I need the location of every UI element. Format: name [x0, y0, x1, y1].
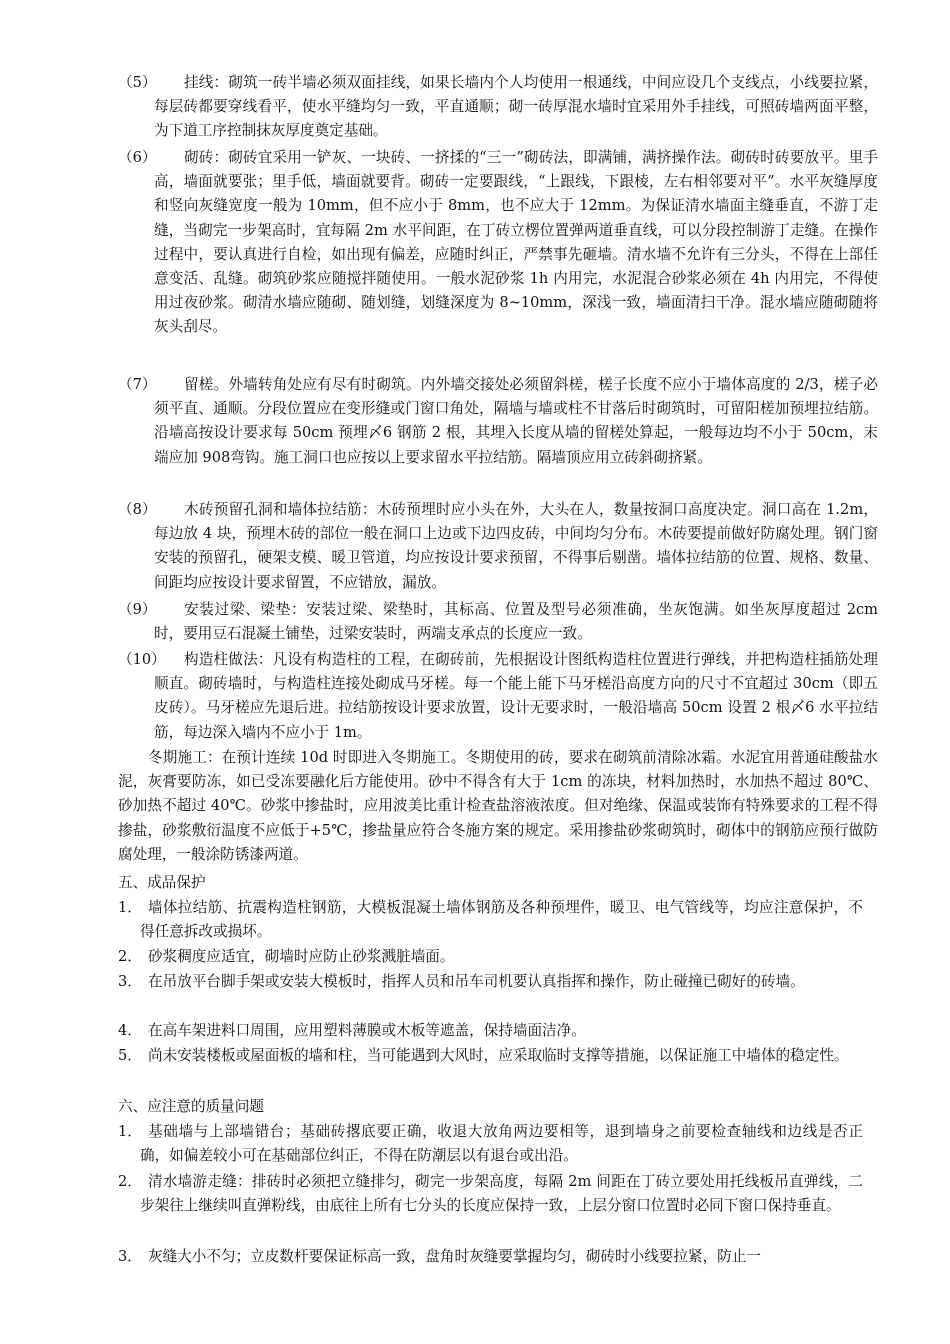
section-5-item-5 [118, 1044, 863, 1068]
winter-construction-paragraph: 冬期施工：在预计连续 10d 时即进入冬期施工。冬期使用的砖，要求在砌筑前清除冰霜。水泥宜用普通硅酸盐水泥，灰膏要防冻，如已受冻要融化后方能使用。砂中不得含有大于 1cm 的冻块，材料加热时，水加热不超过 80℃、砂加热不超过 40℃。砂浆中掺盐时，应用波美比重计检查盐溶液浓度。但对绝缘、保温或装饰有特殊要求的工程不得掺盐，砂浆敷衍温度不应低于+5℃，掺盐量应符合冬施方案的规定。采用掺盐砂浆砌筑时，砌体中的钢筋应预行做防腐处理，一般涂防锈漆两道。 [118, 749, 878, 863]
item-number: 1． [118, 1123, 142, 1140]
item-text: 构造柱做法：凡设有构造柱的工程，在砌砖前，先根据设计图纸构造柱位置进行弹线，并把构造柱插筋处理顺直。砌砖墙时，与构造柱连接处砌成马牙槎。每一个能上能下马牙槎沿高度方向的尺寸不宜超过 30cm（即五皮砖）。马牙槎应先退后进。拉结筋按设计要求放置，设计无要求时，一般沿墙高 50cm 设置 2 根〆6 水平拉结筋，每边深入墙内不应小于 1m。 [154, 651, 878, 741]
item-text: 基础墙与上部墙错台；基础砖撂底要正确，收退大放角两边要相等，退到墙身之前要检查轴线和边线是否正确，如偏差较小可在基础部位纠正，不得在防潮层以有退台或出沿。 [140, 1123, 863, 1165]
item-number: （10） [118, 651, 166, 668]
section-6-item-2 [118, 1170, 863, 1218]
item-text: 留槎。外墙转角处应有尽有时砌筑。内外墙交接处必须留斜槎，槎子长度不应小于墙体高度的 2/3，槎子必须平直、通顺。分段位置应在变形缝或门窗口角处，隔墙与墙或柱不甘落后时砌筑时，可留阳槎加预埋拉结筋。沿墙高按设计要求每 50cm 预埋〆6 钢筋 2 根，其埋入长度从墙的留槎处算起，一般每边均不小于 50cm，末端应加 908弯钩。施工洞口也应按以上要求留水平拉结筋。隔墙顶应用立砖斜砌挤紧。 [154, 376, 878, 466]
section-6-heading: 六、应注意的质量问题 [118, 1098, 264, 1115]
item-7 [118, 373, 878, 470]
section-6-item-3 [118, 1245, 863, 1269]
item-number: 2． [118, 1173, 142, 1190]
section-5-item-4 [118, 1019, 863, 1043]
item-text: 灰缝大小不匀；立皮数杆要保证标高一致，盘角时灰缝要掌握均匀，砌砖时小线要拉紧，防止一 [148, 1248, 761, 1265]
item-number: （8） [118, 501, 157, 518]
item-number: （6） [118, 149, 157, 166]
section-6-item-1 [118, 1120, 863, 1168]
item-text: 墙体拉结筋、抗震构造柱钢筋，大模板混凝土墙体钢筋及各种预埋件，暖卫、电气管线等，均应注意保护，不得任意拆改或损坏。 [140, 899, 863, 941]
item-text: 挂线：砌筑一砖半墙必须双面挂线，如果长墙内个人均使用一根通线，中间应设几个支线点，小线要拉紧，每层砖都要穿线看平，使水平缝均匀一致，平直通顺；砌一砖厚混水墙时宜采用外手挂线，可照砖墙两面平整，为下道工序控制抹灰厚度奠定基础。 [154, 74, 878, 140]
item-number: （9） [118, 601, 157, 618]
item-number: 3． [118, 1248, 142, 1265]
item-number: （5） [118, 74, 157, 91]
item-text: 在吊放平台脚手架或安装大模板时，指挥人员和吊车司机要认真指挥和操作，防止碰撞已砌好的砖墙。 [148, 973, 805, 990]
item-text: 尚未安装楼板或屋面板的墙和柱，当可能遇到大风时，应采取临时支撑等措施，以保证施工中墙体的稳定性。 [148, 1047, 849, 1064]
item-number: 1． [118, 899, 142, 916]
item-text: 木砖预留孔洞和墙体拉结筋：木砖预埋时应小头在外，大头在人，数量按洞口高度决定。洞口高在 1.2m，每边放 4 块，预埋木砖的部位一般在洞口上边或下边四皮砖，中间均匀分布。木砖要提前做好防腐处理。钢门窗安装的预留孔，硬架支模、暖卫管道，均应按设计要求预留，不得事后剔凿。墙体拉结筋的位置、规格、数量、间距均应按设计要求留置，不应错放，漏放。 [154, 501, 878, 591]
item-number: 5． [118, 1047, 142, 1064]
item-number: 3． [118, 973, 142, 990]
item-9 [118, 598, 878, 646]
section-5-item-3 [118, 970, 863, 994]
section-5-item-2 [118, 945, 863, 969]
item-5 [118, 71, 878, 144]
section-5-item-1 [118, 896, 863, 944]
item-6 [118, 146, 878, 340]
item-text: 安装过梁、梁垫：安装过梁、梁垫时，其标高、位置及型号必须准确，坐灰饱满。如坐灰厚度超过 2cm 时，要用豆石混凝土铺垫，过梁安装时，两端支承点的长度应一致。 [154, 601, 878, 643]
section-5-heading: 五、成品保护 [118, 874, 206, 891]
item-text: 砂浆稠度应适宜，砌墙时应防止砂浆溅脏墙面。 [148, 948, 455, 965]
item-text: 在高车架进料口周围，应用塑料薄膜或木板等遮盖，保持墙面洁净。 [148, 1022, 586, 1039]
item-number: （7） [118, 376, 157, 393]
item-number: 4． [118, 1022, 142, 1039]
item-8 [118, 498, 878, 595]
item-text: 砌砖：砌砖宜采用一铲灰、一块砖、一挤揉的“三一”砌砖法，即满铺，满挤操作法。砌砖时砖要放平。里手高，墙面就要张；里手低，墙面就要背。砌砖一定要跟线，“上跟线，下跟棱，左右相邻要对平”。水平灰缝厚度和竖向灰缝宽度一般为 10mm，但不应小于 8mm，也不应大于 12mm。为保证清水墙面主缝垂直，不游丁走缝，当砌完一步架高时，宜每隔 2m 水平间距，在丁砖立楞位置弹两道垂直线，可以分段控制游丁走缝。在操作过程中，要认真进行自检，如出现有偏差，应随时纠正，严禁事先砸墙。清水墙不允许有三分头，不得在上部任意变活、乱缝。砌筑砂浆应随搅拌随使用。一般水泥砂浆 1h 内用完，水泥混合砂浆必须在 4h 内用完，不得使用过夜砂浆。砌清水墙应随砌、随划缝，划缝深度为 8~10mm，深浅一致，墙面清扫干净。混水墙应随砌随将灰头刮尽。 [154, 149, 878, 336]
item-number: 2． [118, 948, 142, 965]
item-text: 清水墙游走缝：排砖时必须把立缝排匀，砌完一步架高度，每隔 2m 间距在丁砖立要处用托线板吊直弹线，二步架往上继续叫直弹粉线，由底往上所有七分头的长度应保持一致，上层分窗口位置时必同下窗口保持垂直。 [140, 1173, 863, 1215]
item-10 [118, 648, 878, 745]
